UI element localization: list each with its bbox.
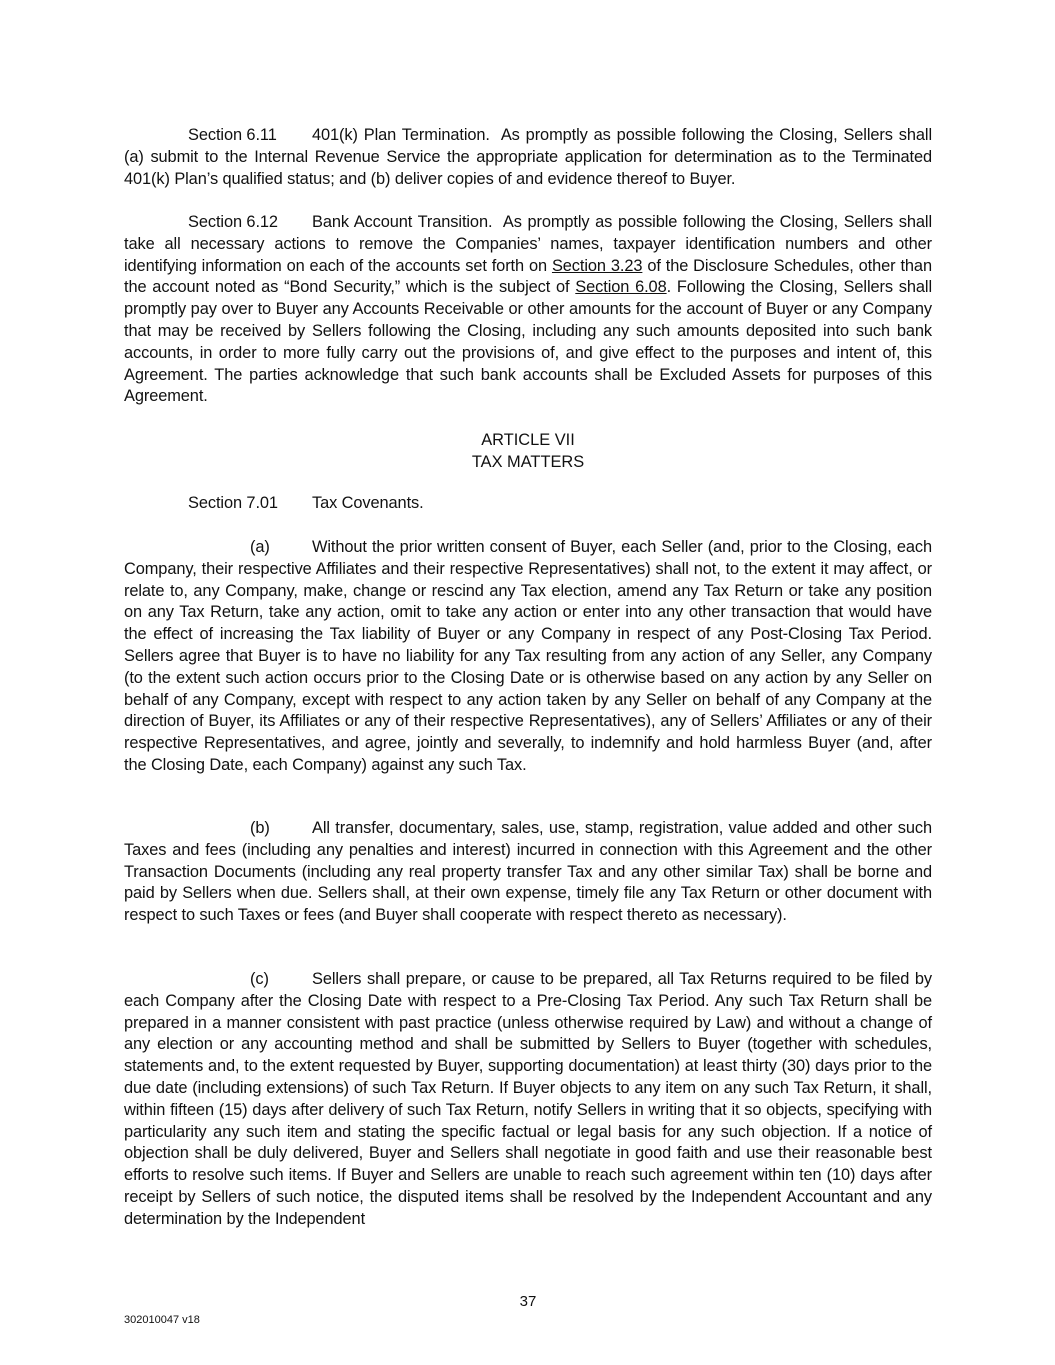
clause-text: All transfer, documentary, sales, use, stamp, registration, value added and other such Taxes and fees (including any penalties and interest) incurred in connection with this Agreement and the other Transaction Documents (including any real property transfer Tax and any other similar Tax) shall be borne and paid by Sellers when due. Sellers shall, at their own expense, timely file any Tax Return or other document with respect to such Taxes or fees (and Buyer shall cooperate with respect thereto as necessary). <box>124 819 932 925</box>
section-title: Tax Covenants. <box>312 494 424 512</box>
article-number: ARTICLE VII <box>481 431 575 449</box>
section-text: . Following the Closing, Sellers shall promptly pay over to Buyer any Accounts Receivable or other amounts for the account of Buyer or any Company that may be received by Sellers following the Closing, including any such amounts deposited into such bank accounts, in order to more fully carry out the provisions of, and give effect to the purposes and intent of, this Agreement. The parties acknowledge that such bank accounts shall be Excluded Assets for purposes of this Agreement. <box>124 278 932 406</box>
clause-text: Without the prior written consent of Buyer, each Seller (and, prior to the Closing, each Company, their respective Affiliates and their respective Representatives) shall not, to the extent it may affect, or relate to, any Company, make, change or rescind any Tax election, amend any Tax Return or take any position on any Tax Return, take any action, omit to take any action or enter into any other transaction that would have the effect of increasing the Tax liability of Buyer or any Company in respect of any Post-Closing Tax Period. Sellers agree that Buyer is to have no liability for any Tax resulting from any action of any Seller, any Company (to the extent such action occurs prior to the Closing Date or is otherwise based on any action by any Seller on behalf of any Company, except with respect to any action taken by any Seller on behalf of any Company at the direction of Buyer, its Affiliates or any of their respective Representatives), any of Sellers’ Affiliates or any of their respective Representatives, and agree, jointly and severally, to indemnify and hold harmless Buyer (and, after the Closing Date, each Company) against any such Tax. <box>124 538 932 774</box>
clause-label: (a) <box>250 538 270 556</box>
section-3-23-link[interactable]: Section 3.23 <box>551 256 643 275</box>
article-heading <box>124 429 932 473</box>
article-title: TAX MATTERS <box>471 453 585 471</box>
clause-label: (b) <box>250 819 270 837</box>
page-number: 37 <box>519 1293 537 1310</box>
clause-c <box>124 969 932 1231</box>
clause-text: Sellers shall prepare, or cause to be prepared, all Tax Returns required to be filed by each Company after the Closing Date with respect to a Pre-Closing Tax Period. Any such Tax Return shall be prepared in a manner consistent with past practice (unless otherwise required by Law) and without a change of any election or any accounting method and shall be submitted by Sellers to Buyer (together with schedules, statements and, to the extent requested by Buyer, supporting documentation) at least thirty (30) days prior to the due date (including extensions) of such Tax Return. If Buyer objects to any item on any such Tax Return, it shall, within fifteen (15) days after delivery of such Tax Return, notify Sellers in writing that it so objects, specifying with particularity any such item and stating the specific factual or legal basis for any such objection. If a notice of objection shall be duly delivered, Buyer and Sellers shall negotiate in good faith and use their reasonable best efforts to resolve such items. If Buyer and Sellers are unable to reach such agreement within ten (10) days after receipt by Sellers of such notice, the disputed items shall be resolved by the Independent Accountant and any determination by the Independent <box>124 970 932 1228</box>
section-6-11 <box>124 125 932 190</box>
document-id: 302010047 v18 <box>124 1314 200 1326</box>
section-7-01 <box>124 493 932 515</box>
section-number: Section 6.12 <box>188 213 278 231</box>
clause-label: (c) <box>250 970 269 988</box>
clause-b <box>124 818 932 927</box>
section-number: Section 6.11 <box>188 126 277 144</box>
section-title: 401(k) Plan Termination. <box>312 126 490 144</box>
section-6-08-link[interactable]: Section 6.08 <box>575 278 667 297</box>
section-number: Section 7.01 <box>188 494 278 512</box>
section-text: As promptly as possible following the Closing, Sellers shall take all necessary actions to remove the Companies’ names, taxpayer identification numbers and other identifying information on each of the accounts set forth on <box>124 213 932 275</box>
section-text: of the Disclosure Schedules, other than the account noted as “Bond Security,” which is the subject of <box>124 256 932 297</box>
section-6-12 <box>124 212 932 408</box>
clause-a <box>124 537 932 777</box>
section-title: Bank Account Transition. <box>312 213 493 231</box>
section-text: As promptly as possible following the Closing, Sellers shall (a) submit to the Internal Revenue Service the appropriate application for determination as to the Terminated 401(k) Plan’s qualified status; and (b) deliver copies of and evidence thereof to Buyer. <box>124 126 932 188</box>
